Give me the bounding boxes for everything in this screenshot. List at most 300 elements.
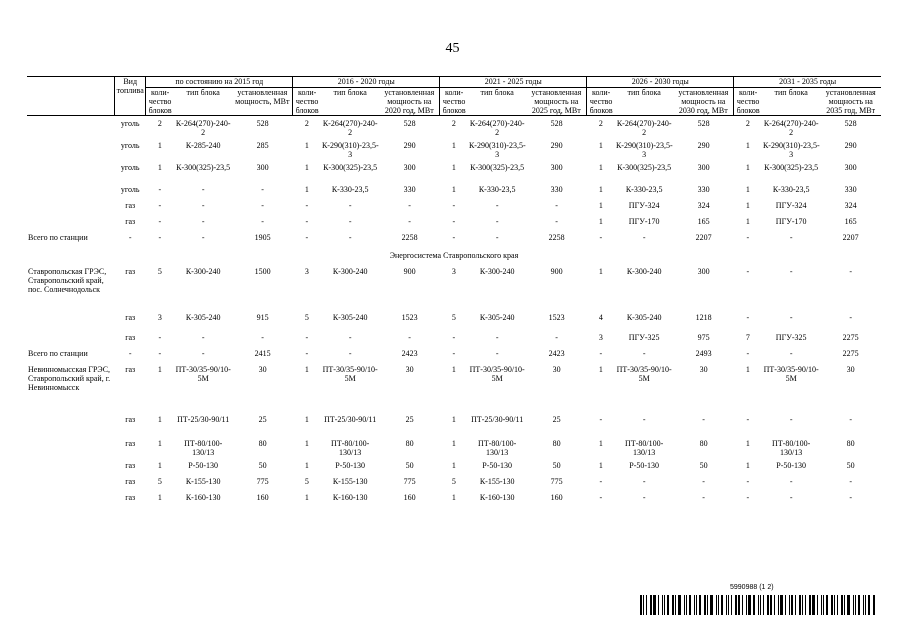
count-cell: - <box>452 348 456 358</box>
count-cell: 2 <box>598 119 603 128</box>
station-name <box>27 182 115 198</box>
unit-type-cell: К-300(325)-23,5 <box>470 162 525 172</box>
count-cell: 1 <box>157 414 162 424</box>
unit-type-cell: ПТ-80/100-130/13 <box>184 438 223 457</box>
capacity-cell: - <box>555 200 558 210</box>
count-cell: 1 <box>157 492 162 502</box>
table-row <box>27 436 881 458</box>
count-cell: 1 <box>157 438 162 448</box>
count-cell: - <box>746 476 750 486</box>
barcode-bar <box>646 595 647 615</box>
station-name <box>27 412 115 436</box>
unit-type-cell: К-330-23,5 <box>625 184 663 194</box>
barcode-bar <box>742 595 743 615</box>
count-cell: - <box>746 266 750 276</box>
capacity-cell: 2258 <box>401 232 418 242</box>
barcode-bar <box>658 595 659 615</box>
unit-type-cell: К-300-240 <box>479 266 515 276</box>
barcode-bar <box>686 595 687 615</box>
station-name <box>27 474 115 490</box>
fuel-cell: уголь <box>120 184 140 194</box>
count-cell: 1 <box>451 438 456 448</box>
barcode-bar <box>780 595 783 615</box>
capacity-cell: - <box>555 332 558 342</box>
capacity-cell: 330 <box>844 184 857 194</box>
unit-type-cell: ПТ-80/100-130/13 <box>625 438 664 457</box>
unit-type-cell: ПГУ-325 <box>628 332 660 342</box>
header-capacity: установленная мощность на 2025 год, МВт <box>526 88 586 116</box>
unit-type-cell: К-305-240 <box>332 312 368 322</box>
count-cell: - <box>158 200 162 210</box>
capacity-cell: 300 <box>550 162 563 172</box>
unit-type-cell: К-264(270)-240-2 <box>616 119 672 137</box>
unit-type-cell: - <box>642 348 646 358</box>
barcode-bar <box>664 595 665 615</box>
count-cell: 1 <box>745 438 750 448</box>
table-row <box>27 330 881 346</box>
capacity-cell: 300 <box>256 162 269 172</box>
count-cell: 1 <box>745 140 750 150</box>
unit-type-cell: К-160-130 <box>332 492 368 502</box>
count-cell: 1 <box>157 162 162 172</box>
barcode-bar <box>868 595 870 615</box>
barcode-bar <box>837 595 838 615</box>
unit-type-cell: - <box>642 232 646 242</box>
count-cell: 1 <box>598 200 603 210</box>
table-row <box>27 474 881 490</box>
unit-type-cell: К-300(325)-23,5 <box>323 162 378 172</box>
unit-type-cell: - <box>789 348 793 358</box>
count-cell: - <box>158 332 162 342</box>
unit-type-cell: - <box>201 232 205 242</box>
unit-type-cell: - <box>495 232 499 242</box>
count-cell: 1 <box>598 460 603 470</box>
station-name <box>27 490 115 506</box>
count-cell: 1 <box>304 162 309 172</box>
unit-type-cell: К-264(270)-240-2 <box>322 119 378 137</box>
capacity-cell: 160 <box>256 492 269 502</box>
capacity-cell: 290 <box>550 140 563 150</box>
capacity-cell: 80 <box>846 438 855 448</box>
count-cell: 1 <box>451 414 456 424</box>
table-row <box>27 198 881 214</box>
unit-type-cell: ПТ-25/30-90/11 <box>471 414 524 424</box>
capacity-cell: 30 <box>552 364 561 374</box>
count-cell: - <box>746 232 750 242</box>
unit-type-cell: - <box>495 216 499 226</box>
station-name <box>27 198 115 214</box>
capacity-cell: 80 <box>552 438 561 448</box>
count-cell: - <box>599 476 603 486</box>
count-cell: - <box>452 332 456 342</box>
capacity-cell: 2207 <box>842 232 859 242</box>
capacity-cell: - <box>261 332 264 342</box>
count-cell: - <box>599 492 603 502</box>
table-row <box>27 310 881 330</box>
count-cell: - <box>452 200 456 210</box>
barcode-bar <box>844 595 845 615</box>
station-name: Всего по станции <box>28 348 88 358</box>
count-cell: 1 <box>304 184 309 194</box>
station-name <box>27 138 115 160</box>
capacity-cell: 285 <box>256 140 269 150</box>
capacity-cell: - <box>849 266 853 276</box>
unit-type-cell: К-300(325)-23,5 <box>764 162 819 172</box>
capacity-cell: 160 <box>550 492 563 502</box>
unit-type-cell: К-300(325)-23,5 <box>176 162 231 172</box>
unit-type-cell: К-330-23,5 <box>331 184 369 194</box>
station-name <box>27 160 115 182</box>
capacity-cell: 1500 <box>254 266 271 276</box>
unit-type-cell: К-160-130 <box>479 492 515 502</box>
station-name <box>27 116 115 138</box>
capacity-cell: 300 <box>403 162 416 172</box>
fuel-cell: - <box>128 232 132 242</box>
capacity-cell: 300 <box>697 162 710 172</box>
barcode-bar <box>704 595 706 615</box>
table-row <box>27 264 881 310</box>
count-cell: - <box>452 232 456 242</box>
count-cell: - <box>305 348 309 358</box>
count-cell: 2 <box>451 119 456 128</box>
barcode-bar <box>817 595 818 615</box>
header-count: коли-чество блоков <box>587 88 615 116</box>
barcode-bar <box>789 595 790 615</box>
count-cell: - <box>158 348 162 358</box>
capacity-cell: 1218 <box>695 312 712 322</box>
capacity-cell: 528 <box>844 119 857 128</box>
count-cell: - <box>452 216 456 226</box>
capacity-cell: 775 <box>256 476 269 486</box>
barcode-bar <box>812 595 815 615</box>
unit-type-cell: - <box>642 492 646 502</box>
count-cell: - <box>305 216 309 226</box>
capacity-cell: 2258 <box>548 232 565 242</box>
barcode-bar <box>672 595 674 615</box>
fuel-cell: уголь <box>120 119 140 128</box>
count-cell: 1 <box>598 184 603 194</box>
count-cell: 3 <box>451 266 456 276</box>
count-cell: - <box>746 414 750 424</box>
capacity-cell: 300 <box>844 162 857 172</box>
barcode-bar <box>823 595 824 615</box>
capacity-cell: - <box>702 414 705 424</box>
barcode-bar <box>758 595 759 615</box>
barcode-bar <box>853 595 854 615</box>
unit-type-cell: К-264(270)-240-2 <box>469 119 525 137</box>
capacity-cell: 160 <box>403 492 416 502</box>
unit-type-cell: Р-50-130 <box>776 460 807 470</box>
capacity-cell: 80 <box>405 438 414 448</box>
unit-type-cell: К-155-130 <box>479 476 515 486</box>
count-cell: 1 <box>598 438 603 448</box>
unit-type-cell: - <box>348 332 352 342</box>
count-cell: 1 <box>598 140 603 150</box>
barcode-bar <box>694 595 695 615</box>
count-cell: 1 <box>304 364 309 374</box>
fuel-cell: газ <box>125 364 136 374</box>
count-cell: - <box>158 184 162 194</box>
barcode-bar <box>643 595 644 615</box>
capacity-cell: - <box>408 332 411 342</box>
unit-type-cell: Р-50-130 <box>482 460 513 470</box>
station-name: Ставропольская ГРЭС, Ставропольский край, пос. Солнечнодольск <box>28 266 107 294</box>
capacity-cell: 915 <box>256 312 269 322</box>
barcode-bar <box>809 595 811 615</box>
unit-type-cell: - <box>495 332 499 342</box>
unit-type-cell: К-160-130 <box>185 492 221 502</box>
unit-type-cell: - <box>201 184 205 194</box>
capacity-cell: 50 <box>552 460 561 470</box>
unit-type-cell: ПГУ-325 <box>775 332 807 342</box>
header-unit-type: тип блока <box>174 88 232 116</box>
count-cell: 3 <box>157 312 162 322</box>
capacity-cell: 330 <box>550 184 563 194</box>
fuel-cell: газ <box>125 414 136 424</box>
unit-type-cell: К-305-240 <box>479 312 515 322</box>
table-row <box>27 490 881 506</box>
unit-type-cell: - <box>348 200 352 210</box>
count-cell: 2 <box>745 119 750 128</box>
header-unit-type: тип блока <box>321 88 379 116</box>
count-cell: 1 <box>745 200 750 210</box>
capacity-cell: - <box>849 414 853 424</box>
count-cell: 1 <box>304 492 309 502</box>
table-row <box>27 346 881 362</box>
capacity-cell: 80 <box>699 438 708 448</box>
unit-type-cell: ПТ-30/35-90/10-5М <box>175 364 231 383</box>
page-number: 45 <box>445 41 460 56</box>
count-cell: 3 <box>304 266 309 276</box>
barcode-bar <box>865 595 866 615</box>
count-cell: 2 <box>157 119 162 128</box>
capacity-cell: 30 <box>846 364 855 374</box>
unit-type-cell: - <box>789 492 793 502</box>
unit-type-cell: К-300-240 <box>332 266 368 276</box>
count-cell: - <box>158 216 162 226</box>
capacity-cell: - <box>849 476 853 486</box>
barcode-bar <box>760 595 761 615</box>
unit-type-cell: - <box>642 414 646 424</box>
unit-type-cell: ПТ-30/35-90/10-5М <box>469 364 525 383</box>
count-cell: 2 <box>304 119 309 128</box>
count-cell: - <box>746 492 750 502</box>
barcode-bar <box>873 595 875 615</box>
count-cell: 1 <box>451 460 456 470</box>
station-name <box>27 458 115 474</box>
fuel-cell: газ <box>125 476 136 486</box>
capacity-cell: 528 <box>550 119 563 128</box>
count-cell: 7 <box>745 332 750 342</box>
station-name <box>27 436 115 458</box>
count-cell: 5 <box>157 266 162 276</box>
capacity-cell: 1523 <box>401 312 418 322</box>
capacity-cell: 30 <box>405 364 414 374</box>
capacity-cell: - <box>849 492 853 502</box>
count-cell: 1 <box>745 216 750 226</box>
barcode-bar <box>667 595 669 615</box>
unit-type-cell: ПГУ-324 <box>775 200 807 210</box>
capacity-cell: - <box>261 216 264 226</box>
header-capacity: установленная мощность, МВт <box>232 88 292 116</box>
barcode-bar <box>831 595 833 615</box>
barcode-bar <box>710 595 713 615</box>
capacity-cell: 50 <box>405 460 414 470</box>
unit-type-cell: - <box>789 414 793 424</box>
station-name <box>27 330 115 346</box>
unit-type-cell: Р-50-130 <box>188 460 219 470</box>
header-unit-type: тип блока <box>615 88 673 116</box>
capacity-cell: 30 <box>258 364 267 374</box>
header-capacity: установленная мощность на 2035 год, МВт <box>820 88 881 116</box>
unit-type-cell: - <box>642 476 646 486</box>
count-cell: 5 <box>304 476 309 486</box>
barcode-bar <box>731 595 732 615</box>
unit-type-cell: К-285-240 <box>185 140 221 150</box>
unit-type-cell: - <box>348 232 352 242</box>
fuel-cell: газ <box>125 200 136 210</box>
unit-type-cell: Р-50-130 <box>335 460 366 470</box>
barcode-bar <box>802 595 803 615</box>
barcode-bar <box>855 595 856 615</box>
count-cell: 1 <box>745 364 750 374</box>
capacity-cell: 2415 <box>254 348 271 358</box>
unit-type-cell: К-290(310)-23,5-3 <box>615 140 673 159</box>
count-cell: 1 <box>157 460 162 470</box>
barcode-number: 5990988 (1 2) <box>730 584 774 591</box>
capacity-cell: 165 <box>844 216 857 226</box>
capacity-cell: 900 <box>550 266 563 276</box>
unit-type-cell: - <box>201 348 205 358</box>
barcode-bar <box>716 595 717 615</box>
unit-type-cell: К-300(325)-23,5 <box>617 162 672 172</box>
barcode-bar <box>699 595 701 615</box>
count-cell: - <box>599 414 603 424</box>
unit-type-cell: К-290(310)-23,5-3 <box>321 140 379 159</box>
capacity-cell: 290 <box>403 140 416 150</box>
fuel-cell: газ <box>125 312 136 322</box>
fuel-cell: уголь <box>120 162 140 172</box>
unit-type-cell: ПГУ-324 <box>628 200 660 210</box>
count-cell: 1 <box>745 460 750 470</box>
fuel-cell: газ <box>125 438 136 448</box>
barcode-bar <box>821 595 822 615</box>
table-row <box>27 412 881 436</box>
barcode-bar <box>774 595 775 615</box>
capacity-cell: - <box>261 184 264 194</box>
count-cell: 1 <box>598 364 603 374</box>
unit-type-cell: К-330-23,5 <box>772 184 810 194</box>
count-cell: 3 <box>598 332 603 342</box>
header-capacity: установленная мощность на 2020 год, МВт <box>379 88 439 116</box>
barcode-bar <box>735 595 737 615</box>
count-cell: 1 <box>598 266 603 276</box>
count-cell: - <box>746 312 750 322</box>
unit-type-cell: К-290(310)-23,5-3 <box>762 140 820 159</box>
power-units-table <box>27 76 881 506</box>
capacity-cell: - <box>702 492 705 502</box>
capacity-cell: 25 <box>258 414 267 424</box>
capacity-cell: 2423 <box>401 348 418 358</box>
barcode-bar <box>675 595 676 615</box>
header-period: по состоянию на 2015 год <box>146 77 293 88</box>
unit-type-cell: ПТ-30/35-90/10-5М <box>763 364 819 383</box>
capacity-cell: 300 <box>697 266 710 276</box>
unit-type-cell: ПТ-25/30-90/11 <box>324 414 377 424</box>
capacity-cell: 50 <box>846 460 855 470</box>
count-cell: 4 <box>598 312 603 322</box>
fuel-cell: газ <box>125 332 136 342</box>
unit-type-cell: - <box>348 348 352 358</box>
barcode-bar <box>785 595 786 615</box>
unit-type-cell: - <box>495 348 499 358</box>
count-cell: 5 <box>157 476 162 486</box>
fuel-cell: уголь <box>120 140 140 150</box>
header-count: коли-чество блоков <box>440 88 468 116</box>
unit-type-cell: ПТ-80/100-130/13 <box>772 438 811 457</box>
barcode-bar <box>778 595 779 615</box>
capacity-cell: - <box>261 200 264 210</box>
barcode-bar <box>841 595 843 615</box>
station-name <box>27 310 115 330</box>
table-row <box>27 214 881 230</box>
capacity-cell: 2275 <box>842 348 859 358</box>
capacity-cell: - <box>702 476 705 486</box>
count-cell: 1 <box>304 414 309 424</box>
barcode-bar <box>746 595 747 615</box>
barcode-bar <box>799 595 801 615</box>
capacity-cell: - <box>849 312 853 322</box>
unit-type-cell: К-264(270)-240-2 <box>763 119 819 137</box>
barcode-bar <box>805 595 806 615</box>
header-period: 2026 - 2030 годы <box>587 77 734 88</box>
header-fuel-type: Вид топлива <box>115 77 146 116</box>
station-name: Всего по станции <box>28 232 88 242</box>
barcode-bar <box>826 595 828 615</box>
barcode-bar <box>653 595 656 615</box>
fuel-cell: газ <box>125 216 136 226</box>
unit-type-cell: - <box>201 216 205 226</box>
table-row <box>27 362 881 412</box>
fuel-cell: газ <box>125 266 136 276</box>
unit-type-cell: ПТ-80/100-130/13 <box>331 438 370 457</box>
count-cell: 1 <box>745 162 750 172</box>
barcode-bar <box>863 595 864 615</box>
capacity-cell: - <box>555 216 558 226</box>
capacity-cell: 50 <box>258 460 267 470</box>
capacity-cell: 330 <box>697 184 710 194</box>
unit-type-cell: К-155-130 <box>332 476 368 486</box>
capacity-cell: 324 <box>844 200 857 210</box>
header-period: 2031 - 2035 годы <box>734 77 881 88</box>
table-row <box>27 458 881 474</box>
count-cell: 1 <box>598 216 603 226</box>
station-name: Невинномысская ГРЭС, Ставропольский край, г. Невинномысск <box>28 364 111 392</box>
header-count: коли-чество блоков <box>734 88 762 116</box>
system-row <box>27 248 881 264</box>
barcode-bar <box>640 595 642 615</box>
barcode-bar <box>678 595 681 615</box>
header-count: коли-чество блоков <box>293 88 321 116</box>
unit-type-cell: К-330-23,5 <box>478 184 516 194</box>
barcode-bar <box>763 595 764 615</box>
count-cell: 1 <box>598 162 603 172</box>
count-cell: - <box>305 232 309 242</box>
capacity-cell: 165 <box>697 216 710 226</box>
capacity-cell: - <box>408 216 411 226</box>
unit-type-cell: ПГУ-170 <box>628 216 660 226</box>
count-cell: 1 <box>745 184 750 194</box>
